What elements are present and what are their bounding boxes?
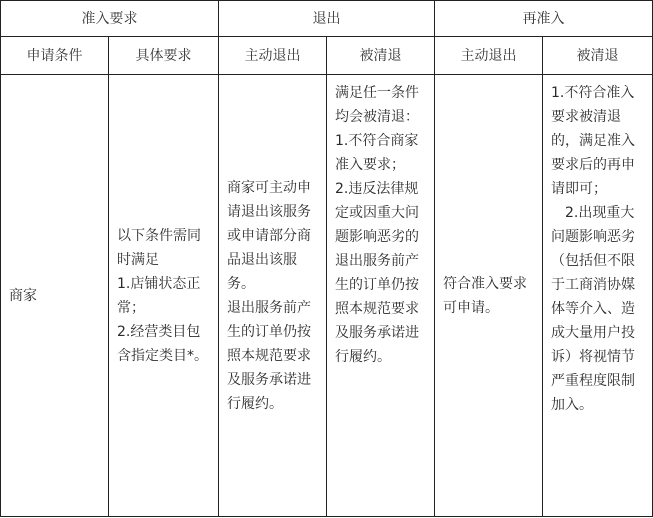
- subheader-readmit-voluntary: 主动退出: [435, 37, 543, 75]
- cell-condition: [1, 75, 109, 517]
- cell-exit-cleared: [327, 75, 435, 517]
- requirement-line: 2.经营类目包含指定类目*。: [117, 323, 208, 364]
- condition-text: 商家: [9, 287, 37, 304]
- cell-exit-voluntary: [219, 75, 327, 517]
- requirement-line: 以下条件需同时满足: [117, 227, 201, 268]
- cell-readmit-cleared: [543, 75, 653, 517]
- header-row: [1, 1, 653, 37]
- readmit-cleared-line: 2.出现重大问题影响恶劣（包括但不限于工商消协媒体等介入、造成大量用户投诉）将视情节严重程度限制加入。: [551, 205, 635, 413]
- readmit-cleared-line-indented: [551, 201, 646, 417]
- subheader-exit-cleared: 被清退: [327, 37, 435, 75]
- cell-readmit-voluntary: [435, 75, 543, 517]
- exit-cleared-line: 2.违反法律规定或因重大问题影响恶劣的: [335, 181, 419, 245]
- header-readmission: 再准入: [435, 1, 653, 37]
- cell-requirement: [109, 75, 219, 517]
- exit-cleared-line: 退出服务前产生的订单仍按照本规范要求及服务承诺进行履约。: [335, 253, 419, 365]
- readmit-voluntary-text: 符合准入要求可申请。: [443, 275, 527, 316]
- requirement-line: 1.店铺状态正常；: [117, 275, 201, 316]
- exit-voluntary-line: 商家可主动申请退出该服务或申请部分商品退出该服务。: [227, 179, 311, 292]
- subheader-condition: 申请条件: [1, 37, 109, 75]
- header-admission: 准入要求: [1, 1, 219, 37]
- readmit-cleared-line: 1.不符合准入要求被清退的，满足准入要求后的再申请即可；: [551, 85, 635, 197]
- exit-voluntary-line: 退出服务前产生的订单仍按照本规范要求及服务承诺进行履约。: [227, 299, 311, 412]
- subheader-row: [1, 37, 653, 75]
- subheader-readmit-cleared: 被清退: [543, 37, 653, 75]
- subheader-exit-voluntary: 主动退出: [219, 37, 327, 75]
- exit-cleared-line: 满足任一条件均会被清退：: [335, 85, 419, 125]
- header-exit: 退出: [219, 1, 435, 37]
- subheader-requirement: 具体要求: [109, 37, 219, 75]
- merchant-row: [1, 75, 653, 517]
- exit-cleared-line: 1.不符合商家准入要求；: [335, 133, 419, 173]
